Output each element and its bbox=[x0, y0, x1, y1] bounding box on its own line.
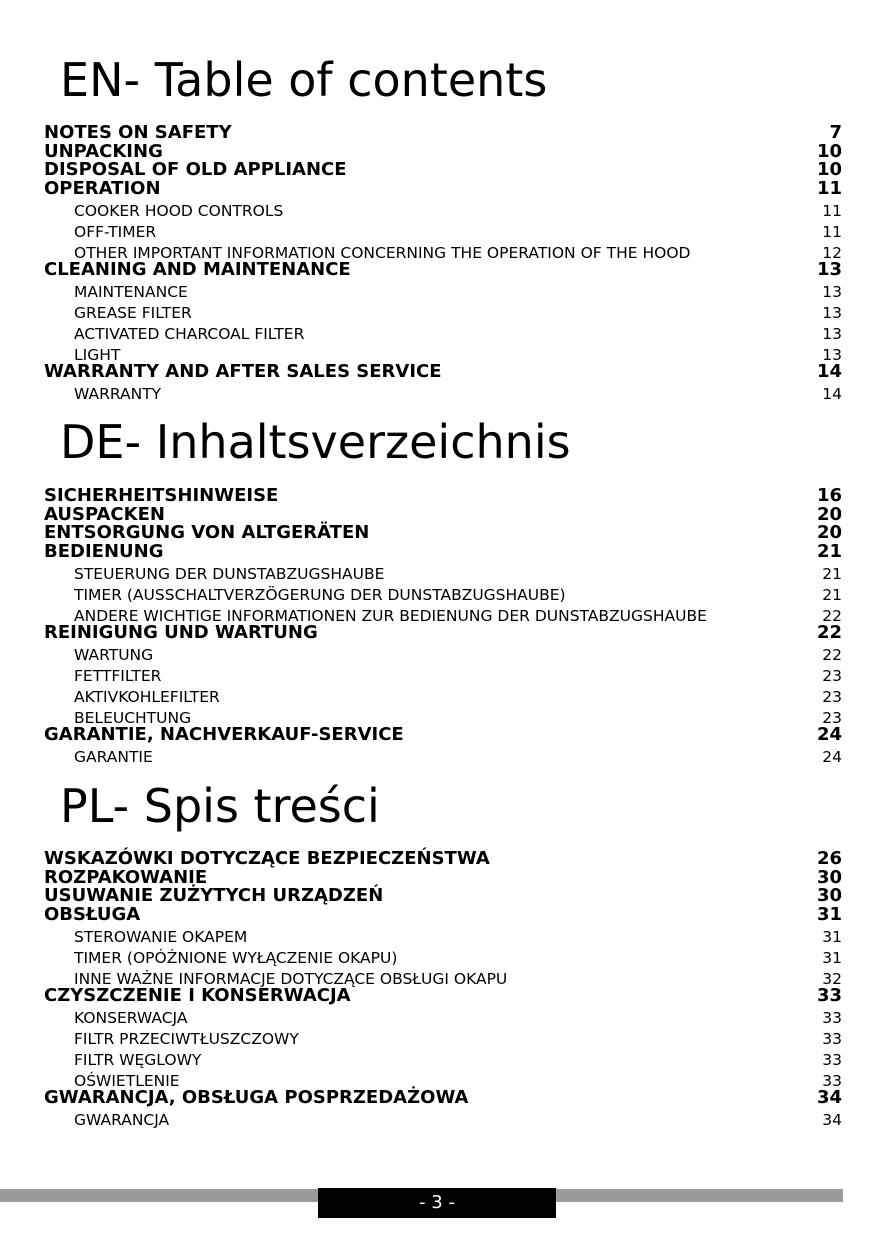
toc-entry-label: MAINTENANCE bbox=[74, 283, 188, 302]
toc-entry[interactable] bbox=[44, 847, 842, 869]
toc-entry-label: OPERATION bbox=[44, 178, 161, 200]
toc-entry-page: 26 bbox=[816, 847, 842, 869]
toc-entry-page: 21 bbox=[822, 585, 842, 604]
toc-subentry[interactable] bbox=[44, 1108, 842, 1129]
toc-entry-page: 30 bbox=[816, 885, 842, 907]
toc-entry-label: BELEUCHTUNG bbox=[74, 708, 192, 727]
toc-entry[interactable] bbox=[44, 906, 842, 925]
toc-entry-page: 30 bbox=[816, 866, 842, 888]
toc-entry-label: GARANTIE, NACHVERKAUF-SERVICE bbox=[44, 724, 404, 746]
toc-subentry[interactable] bbox=[44, 280, 842, 301]
toc-subentry[interactable] bbox=[44, 925, 842, 946]
toc-entry[interactable] bbox=[44, 180, 842, 199]
toc-entry-page: 21 bbox=[822, 564, 842, 583]
toc-entry-page: 33 bbox=[816, 985, 842, 1007]
toc-entry[interactable] bbox=[44, 259, 842, 281]
toc-entry-label: KONSERWACJA bbox=[74, 1009, 188, 1028]
toc-entry-label: SICHERHEITSHINWEISE bbox=[44, 484, 279, 506]
toc-entry-page: 23 bbox=[822, 666, 842, 685]
toc-entry-page: 33 bbox=[822, 1050, 842, 1069]
toc-entry-label: NOTES ON SAFETY bbox=[44, 121, 232, 143]
toc-entry[interactable] bbox=[44, 361, 842, 383]
toc-entry-page: 21 bbox=[816, 541, 842, 563]
toc-entry-page: 20 bbox=[816, 503, 842, 525]
section-title: PL- Spis treści bbox=[60, 779, 380, 833]
toc-entry-label: WARTUNG bbox=[74, 646, 154, 665]
toc-subentry[interactable] bbox=[44, 382, 842, 403]
toc-entry-label: GREASE FILTER bbox=[74, 303, 192, 322]
toc-subentry[interactable] bbox=[44, 199, 842, 220]
toc-entry-page: 11 bbox=[822, 222, 842, 241]
toc-entry-page: 13 bbox=[816, 259, 842, 281]
toc-entry-page: 22 bbox=[816, 622, 842, 644]
section-title: DE- Inhaltsverzeichnis bbox=[60, 415, 571, 469]
toc-entry-page: 13 bbox=[822, 345, 842, 364]
toc-entry[interactable] bbox=[44, 121, 842, 143]
toc-entry-page: 32 bbox=[822, 969, 842, 988]
toc-entry-label: FILTR PRZECIWTŁUSZCZOWY bbox=[74, 1029, 299, 1048]
section-title: EN- Table of contents bbox=[60, 53, 548, 107]
toc-subentry[interactable] bbox=[44, 664, 842, 685]
toc-entry-page: 20 bbox=[816, 522, 842, 544]
toc-entry-label: ROZPAKOWANIE bbox=[44, 866, 208, 888]
toc-entry-page: 12 bbox=[822, 243, 842, 262]
toc-entry-label: ACTIVATED CHARCOAL FILTER bbox=[74, 324, 305, 343]
toc-entry[interactable] bbox=[44, 985, 842, 1007]
toc-entry-label: FILTR WĘGLOWY bbox=[74, 1050, 202, 1069]
toc-subentry[interactable] bbox=[44, 301, 842, 322]
toc-subentry[interactable] bbox=[44, 685, 842, 706]
toc-entry-label: TIMER (AUSSCHALTVERZÖGERUNG DER DUNSTABZUGSHAUBE) bbox=[74, 585, 566, 604]
toc-entry[interactable] bbox=[44, 1087, 842, 1109]
toc-list bbox=[44, 847, 842, 1130]
toc-entry-page: 24 bbox=[816, 724, 842, 746]
toc-entry-label: WSKAZÓWKI DOTYCZĄCE BEZPIECZEŃSTWA bbox=[44, 847, 490, 869]
toc-entry[interactable] bbox=[44, 622, 842, 644]
toc-entry-page: 22 bbox=[822, 646, 842, 665]
toc-entry-page: 14 bbox=[816, 361, 842, 383]
toc-entry-label: COOKER HOOD CONTROLS bbox=[74, 201, 284, 220]
toc-entry-label: DISPOSAL OF OLD APPLIANCE bbox=[44, 159, 347, 181]
toc-entry[interactable] bbox=[44, 522, 842, 544]
toc-entry-page: 22 bbox=[822, 606, 842, 625]
toc-subentry[interactable] bbox=[44, 643, 842, 664]
toc-entry-page: 31 bbox=[822, 927, 842, 946]
toc-entry-label: TIMER (OPÓŹNIONE WYŁĄCZENIE OKAPU) bbox=[74, 948, 398, 967]
toc-entry-page: 11 bbox=[822, 201, 842, 220]
toc-entry[interactable] bbox=[44, 484, 842, 506]
toc-entry-label: ENTSORGUNG VON ALTGERÄTEN bbox=[44, 522, 370, 544]
page-number: - 3 - bbox=[318, 1188, 556, 1218]
toc-subentry[interactable] bbox=[44, 946, 842, 967]
toc-entry-label: UNPACKING bbox=[44, 140, 163, 162]
toc-subentry[interactable] bbox=[44, 562, 842, 583]
toc-subentry[interactable] bbox=[44, 220, 842, 241]
toc-entry-page: 34 bbox=[816, 1087, 842, 1109]
toc-entry-label: WARRANTY AND AFTER SALES SERVICE bbox=[44, 361, 442, 383]
toc-subentry[interactable] bbox=[44, 1048, 842, 1069]
toc-entry-label: FETTFILTER bbox=[74, 666, 162, 685]
toc-entry[interactable] bbox=[44, 543, 842, 562]
toc-entry-label: GARANTIE bbox=[74, 748, 153, 767]
toc-subentry[interactable] bbox=[44, 322, 842, 343]
toc-entry-page: 23 bbox=[822, 687, 842, 706]
toc-entry-label: CZYSZCZENIE I KONSERWACJA bbox=[44, 985, 351, 1007]
toc-entry-page: 33 bbox=[822, 1071, 842, 1090]
toc-entry-page: 33 bbox=[822, 1009, 842, 1028]
toc-entry-page: 33 bbox=[822, 1029, 842, 1048]
toc-entry-page: 13 bbox=[822, 283, 842, 302]
toc-entry-page: 23 bbox=[822, 708, 842, 727]
toc-entry-label: AUSPACKEN bbox=[44, 503, 165, 525]
toc-subentry[interactable] bbox=[44, 745, 842, 766]
toc-entry-page: 16 bbox=[816, 484, 842, 506]
toc-entry-label: OŚWIETLENIE bbox=[74, 1071, 180, 1090]
toc-entry-label: ANDERE WICHTIGE INFORMATIONEN ZUR BEDIENUNG DER DUNSTABZUGSHAUBE bbox=[74, 606, 707, 625]
toc-entry-label: BEDIENUNG bbox=[44, 541, 164, 563]
toc-entry-page: 13 bbox=[822, 303, 842, 322]
toc-entry-page: 13 bbox=[822, 324, 842, 343]
toc-entry-page: 24 bbox=[822, 748, 842, 767]
toc-entry-label: INNE WAŻNE INFORMACJE DOTYCZĄCE OBSŁUGI OKAPU bbox=[74, 969, 508, 988]
toc-entry-page: 31 bbox=[822, 948, 842, 967]
toc-entry-label: AKTIVKOHLEFILTER bbox=[74, 687, 220, 706]
toc-entry-label: OTHER IMPORTANT INFORMATION CONCERNING THE OPERATION OF THE HOOD bbox=[74, 243, 691, 262]
toc-entry-label: REINIGUNG UND WARTUNG bbox=[44, 622, 318, 644]
toc-entry-page: 7 bbox=[829, 121, 842, 143]
toc-entry[interactable] bbox=[44, 724, 842, 746]
toc-entry-label: OBSŁUGA bbox=[44, 904, 141, 926]
toc-list bbox=[44, 484, 842, 767]
toc-subentry[interactable] bbox=[44, 1027, 842, 1048]
toc-entry-label: STEROWANIE OKAPEM bbox=[74, 927, 248, 946]
toc-entry-label: USUWANIE ZUŻYTYCH URZĄDZEŃ bbox=[44, 885, 384, 907]
toc-entry-page: 11 bbox=[816, 178, 842, 200]
toc-subentry[interactable] bbox=[44, 583, 842, 604]
toc-subentry[interactable] bbox=[44, 1006, 842, 1027]
toc-entry-page: 10 bbox=[816, 159, 842, 181]
toc-entry-label: STEUERUNG DER DUNSTABZUGSHAUBE bbox=[74, 564, 385, 583]
toc-entry-page: 10 bbox=[816, 140, 842, 162]
toc-entry-label: LIGHT bbox=[74, 345, 121, 364]
toc-entry[interactable] bbox=[44, 885, 842, 907]
toc-entry-label: WARRANTY bbox=[74, 385, 162, 404]
toc-entry-page: 31 bbox=[816, 904, 842, 926]
toc-entry-page: 14 bbox=[822, 385, 842, 404]
toc-entry-page: 34 bbox=[822, 1111, 842, 1130]
toc-entry-label: GWARANCJA bbox=[74, 1111, 170, 1130]
toc-entry-label: GWARANCJA, OBSŁUGA POSPRZEDAŻOWA bbox=[44, 1087, 469, 1109]
toc-entry-label: OFF-TIMER bbox=[74, 222, 157, 241]
toc-entry-label: CLEANING AND MAINTENANCE bbox=[44, 259, 351, 281]
toc-entry[interactable] bbox=[44, 159, 842, 181]
toc-list bbox=[44, 121, 842, 404]
